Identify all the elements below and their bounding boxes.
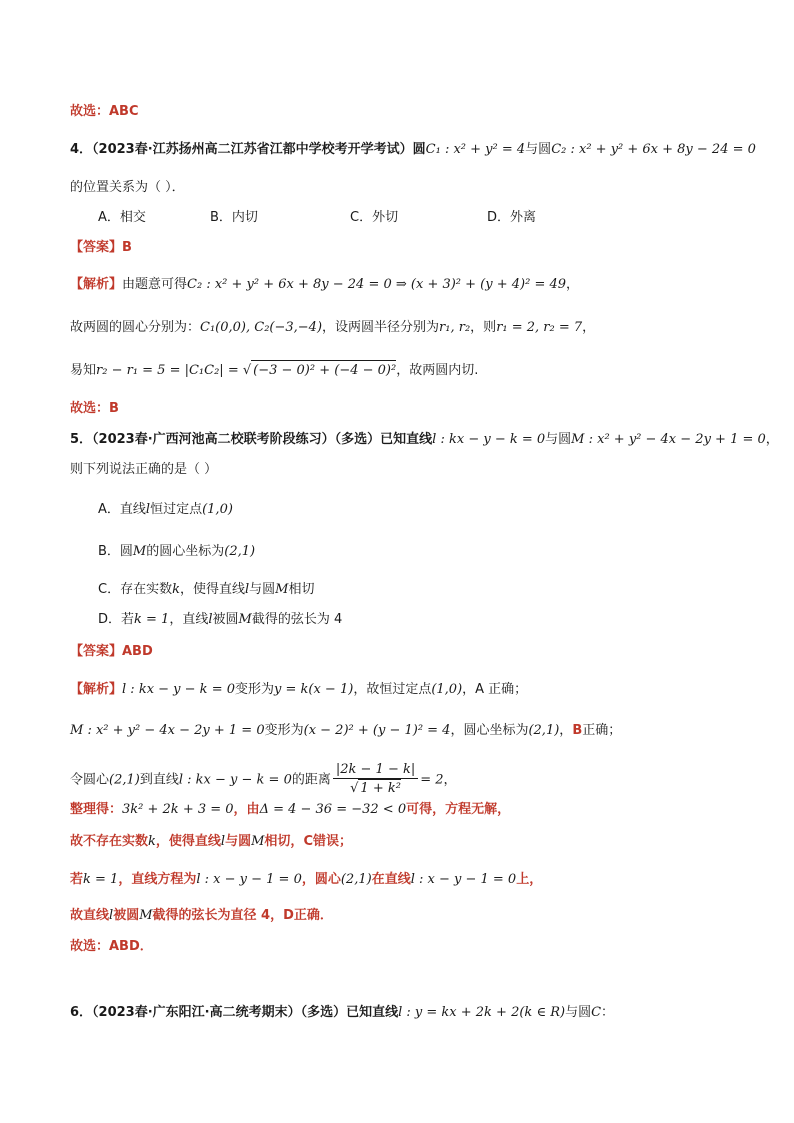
symbol-l: l	[109, 908, 114, 923]
q5-a2-text: 变形为	[264, 723, 304, 738]
q4-stem-b: 的位置关系为（ ）．	[70, 180, 185, 195]
q4-analysis-label: 【解析】	[70, 277, 123, 292]
q5-a6-text3: ，圆心	[301, 872, 341, 887]
sqrt-icon: √	[242, 363, 252, 378]
q4-option-d: D．外离	[487, 210, 537, 225]
q5-line-l: l : kx − y − k = 0	[432, 432, 546, 447]
q5-analysis-line7	[70, 906, 333, 926]
symbol-m: M	[139, 908, 153, 923]
symbol-m: M	[132, 544, 147, 559]
q5-a2-text4: 正确；	[582, 723, 622, 738]
q5-a4-equation: 3k² + 2k + 3 = 0	[122, 802, 234, 817]
q4-analysis2-punct: ，	[582, 320, 596, 335]
q4-circle-c2: C₂ : x² + y² + 6x + 8y − 24 = 0	[551, 142, 756, 157]
q5-stem-end: ，	[765, 432, 779, 447]
q4-mid: 与圆	[525, 142, 552, 157]
q5-analysis-line6	[70, 870, 542, 890]
symbol-l: l	[208, 612, 213, 627]
q5-a6-text5: 上，	[516, 872, 543, 887]
q4-option-a: A．相交	[98, 210, 146, 225]
q5-a7-text3: 截得的弦长为直径 4，	[152, 908, 284, 923]
q4-option-b: B．内切	[210, 210, 258, 225]
q5-stem-b: 则下列说法正确的是（ ）	[70, 462, 218, 477]
q4-result: 故选：B	[70, 401, 119, 416]
q4-stem-a: 4．（2023春·江苏扬州高二江苏省江都中学校考开学考试）圆	[70, 142, 426, 157]
symbol-m: M	[251, 834, 265, 849]
q4-analysis2-text: 故两圆的圆心分别为：	[70, 320, 201, 335]
q5-option-a-point: (1,0)	[202, 502, 233, 517]
q5-a6-line: l : x − y − 1 = 0	[196, 872, 302, 887]
q5-a6-k: k = 1	[83, 872, 119, 887]
q5-a6-text4: 在直线	[371, 872, 411, 887]
q5-a4-text3: 可得，方程无解，	[406, 802, 511, 817]
q5-stem-a: 5．（2023春·广西河池高二校联考阶段练习）（多选）已知直线	[70, 432, 433, 447]
q5-option-c-text2: ，使得直线	[179, 582, 245, 597]
q5-a2-point: (2,1)	[528, 723, 560, 738]
q4-answer: 【答案】B	[70, 240, 132, 255]
q6-circle-c: C	[591, 1005, 602, 1020]
q5-a3-punct: ，	[443, 772, 457, 788]
q5-a1-text2: ，故恒过定点	[353, 682, 432, 697]
q6-stem-b: 与圆	[565, 1005, 592, 1020]
q5-stem-line1	[70, 430, 779, 450]
fraction-denominator	[333, 779, 418, 798]
q4-circle-c1: C₁ : x² + y² = 4	[425, 142, 526, 157]
symbol-l: l	[145, 502, 151, 517]
q5-option-d-text2: ，直线	[169, 612, 209, 627]
q5-a1-point: (1,0)	[431, 682, 463, 697]
q5-a1-formula: l : kx − y − k = 0	[122, 682, 235, 697]
q4-analysis-punct: ，	[566, 277, 580, 292]
q5-option-d-text3: 被圆	[212, 612, 239, 627]
q5-a3-formula: l : kx − y − k = 0	[178, 772, 292, 788]
symbol-k: k	[148, 834, 156, 849]
q5-a3-point: (2,1)	[109, 772, 140, 788]
q5-a1-formula2: y = k(x − 1)	[274, 682, 354, 697]
q5-a5-letter: C	[303, 834, 313, 849]
q5-a6-text2: ，直线方程为	[118, 872, 197, 887]
q5-circle-m: M : x² + y² − 4x − 2y + 1 = 0	[571, 432, 766, 447]
q4-stem-line1	[70, 140, 756, 160]
q5-a2-text2: ，圆心坐标为	[450, 723, 529, 738]
q5-option-a-text2: 恒过定点	[150, 502, 203, 517]
q5-a1-text3: ，A 正确；	[462, 682, 528, 697]
q5-answer: 【答案】ABD	[70, 644, 153, 659]
q5-option-c-text4: 相切	[288, 582, 315, 597]
q5-option-c-text3: 与圆	[249, 582, 276, 597]
q5-a7-text2: 被圆	[113, 908, 140, 923]
q6-stem-a: 6．（2023春·广东阳江·高二统考期末）（多选）已知直线	[70, 1005, 399, 1020]
q4-sqrt-content: (−3 − 0)² + (−4 − 0)²	[251, 360, 396, 381]
q5-a1-text: 变形为	[235, 682, 275, 697]
q5-a7-letter: D	[283, 908, 294, 923]
q5-a4-text: 整理得：	[70, 802, 123, 817]
q5-a3-text: 令圆心	[70, 772, 110, 788]
prev-result: 故选：ABC	[70, 104, 139, 119]
q4-analysis2-text-c: ，则	[470, 320, 497, 335]
q4-analysis-line3	[70, 360, 478, 381]
q5-a3-text2: 到直线	[139, 772, 179, 788]
q5-a2-formula2: (x − 2)² + (y − 1)² = 4	[303, 723, 451, 738]
q5-option-b-point: (2,1)	[224, 544, 256, 559]
q4-analysis3-text: 易知	[70, 363, 97, 378]
q5-analysis-line3	[70, 762, 457, 798]
q5-option-c	[98, 580, 315, 600]
q5-option-a-text: A．直线	[98, 502, 146, 517]
q4-analysis-formula: C₂ : x² + y² + 6x + 8y − 24 = 0 ⇒ (x + 3)² + (y + 4)² = 49	[187, 277, 567, 292]
distance-fraction	[333, 762, 418, 798]
q5-option-b	[98, 542, 255, 562]
q6-stem-end: ：	[601, 1005, 615, 1020]
symbol-l: l	[220, 834, 226, 849]
q5-a2-punct: ，	[559, 723, 573, 738]
q4-centers: C₁(0,0), C₂(−3,−4)	[200, 320, 323, 335]
symbol-m: M	[275, 582, 289, 597]
q5-option-d-text4: 截得的弦长为 4	[251, 612, 343, 627]
q5-analysis-line2	[70, 721, 621, 741]
q5-option-b-text2: 的圆心坐标为	[146, 544, 225, 559]
symbol-l: l	[244, 582, 250, 597]
q4-analysis-text: 由题意可得	[122, 277, 188, 292]
q5-a6-line2: l : x − y − 1 = 0	[410, 872, 517, 887]
q5-analysis-line1	[70, 680, 527, 700]
q5-analysis-line4	[70, 800, 510, 820]
q5-a7-text4: 正确．	[293, 908, 333, 923]
q5-a2-formula: M : x² + y² − 4x − 2y + 1 = 0	[70, 723, 265, 738]
sqrt-icon: √	[350, 781, 359, 796]
q5-a5-text4: 相切，	[264, 834, 304, 849]
q6-stem-line1	[70, 1003, 614, 1023]
sqrt-content: 1 + k²	[360, 781, 401, 796]
q5-result: 故选：ABD．	[70, 939, 153, 954]
symbol-m: M	[238, 612, 252, 627]
symbol-k: k	[172, 582, 180, 597]
q4-radii-values: r₁ = 2, r₂ = 7	[496, 320, 583, 335]
q5-a4-discriminant: Δ = 4 − 36 = −32 < 0	[259, 802, 407, 817]
q5-analysis-label: 【解析】	[70, 682, 123, 697]
q5-option-d	[98, 610, 342, 630]
q4-analysis2-text-b: ，设两圆半径分别为	[322, 320, 440, 335]
q5-a5-text: 故不存在实数	[70, 834, 149, 849]
q5-a2-letter: B	[572, 723, 583, 738]
q5-analysis-line5	[70, 832, 352, 852]
q4-analysis3-text-b: ，故两圆内切.	[396, 363, 479, 378]
q5-option-c-text: C．存在实数	[98, 582, 173, 597]
q4-option-c: C．外切	[350, 210, 399, 225]
q5-a4-text2: ，由	[233, 802, 260, 817]
q5-a5-text2: ，使得直线	[155, 834, 221, 849]
q4-radii: r₁, r₂	[439, 320, 471, 335]
q5-option-d-k: k = 1	[134, 612, 170, 627]
q5-option-a	[98, 500, 233, 520]
q5-a7-text: 故直线	[70, 908, 110, 923]
q5-option-b-text: B．圆	[98, 544, 133, 559]
q5-a3-text3: 的距离	[291, 772, 331, 788]
q5-a6-text: 若	[70, 872, 84, 887]
q4-analysis-line2	[70, 318, 595, 338]
q5-option-d-text: D．若	[98, 612, 135, 627]
q4-distance-formula: r₂ − r₁ = 5 = |C₁C₂| =	[96, 363, 243, 378]
fraction-numerator: |2k − 1 − k|	[333, 762, 418, 779]
q5-a3-equals: = 2	[420, 772, 444, 788]
q4-analysis-line1	[70, 275, 579, 295]
q5-a5-text3: 与圆	[225, 834, 252, 849]
q5-a5-text5: 错误；	[312, 834, 352, 849]
q5-mid: 与圆	[545, 432, 572, 447]
q5-a6-point: (2,1)	[340, 872, 372, 887]
q6-line-l: l : y = kx + 2k + 2(k ∈ R)	[398, 1005, 566, 1020]
